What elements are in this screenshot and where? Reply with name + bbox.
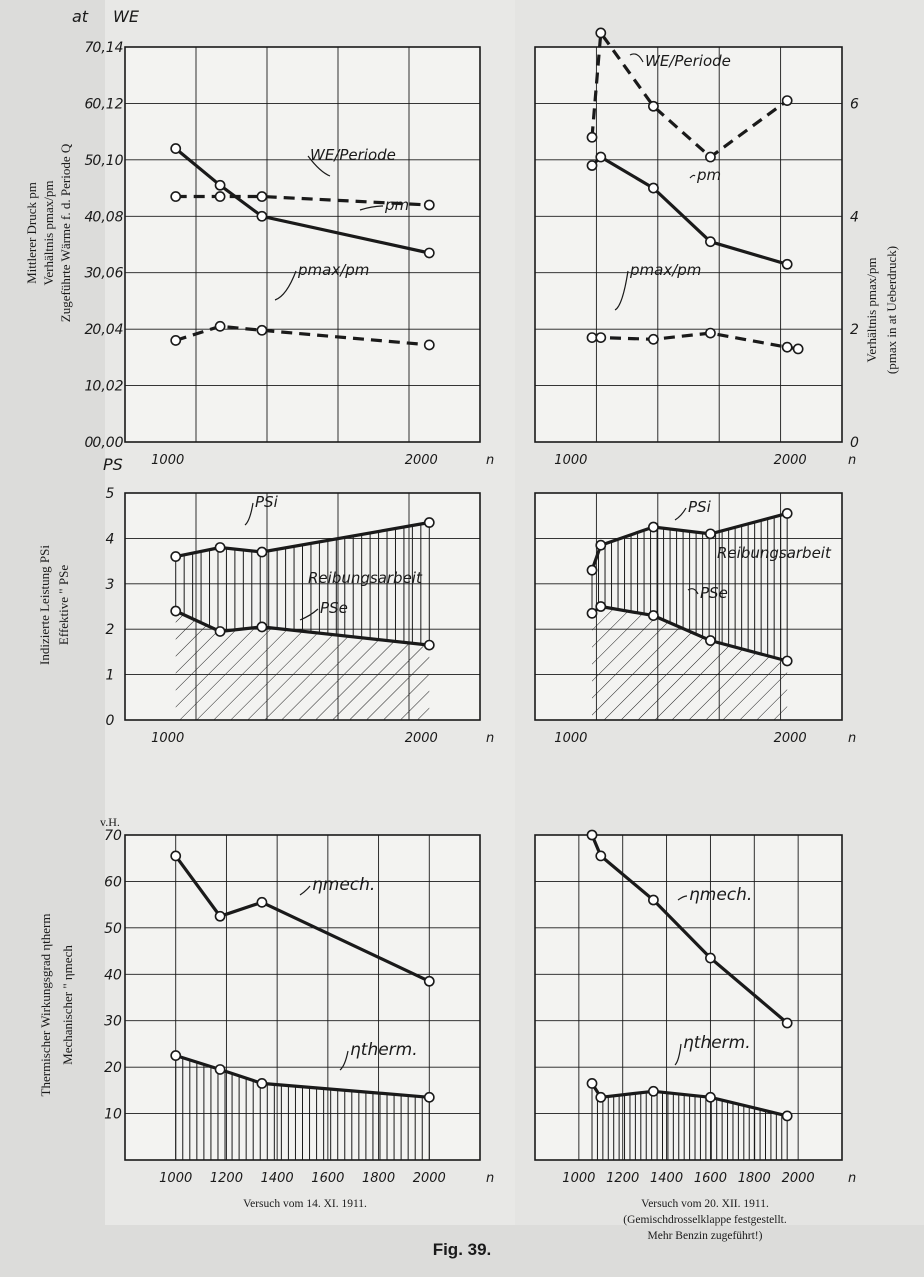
- bottom-left-ytick: 10: [104, 1106, 122, 1123]
- top-left-pm-point: [215, 181, 224, 190]
- top-right-ratio-point: [596, 333, 605, 342]
- top-left-ytick-we: 0,14: [92, 40, 124, 56]
- bottom-right-mech-point: [783, 1018, 792, 1027]
- top-right-ratio-point: [794, 344, 803, 353]
- bottom-right-therm-label: ηtherm.: [683, 1033, 751, 1053]
- bottom-right-therm-point: [706, 1093, 715, 1102]
- bottom-right-frame: [535, 835, 842, 1160]
- left-top-axis-title: [24, 143, 73, 322]
- mid-right-region-label: Reibungsarbeit: [717, 544, 831, 562]
- mid-left-ytick: 1: [105, 667, 115, 684]
- top-left-ytick-at: 3: [84, 265, 94, 282]
- bottom-right-xtick: 1800: [737, 1171, 771, 1186]
- mid-right-xtick: 1000: [554, 731, 588, 746]
- bottom-right-xunit: n: [848, 1171, 857, 1186]
- mid-left-ytick: 0: [105, 713, 115, 729]
- mid-right-xtick: 2000: [773, 731, 807, 746]
- bottom-right-xtick: 2000: [781, 1171, 815, 1186]
- left-mid-axis-title: [37, 545, 71, 665]
- bottom-left-mech-point: [257, 898, 266, 907]
- left-top-axis-line2: Verhältnis pmax/pm: [41, 180, 56, 286]
- top-left-pm-point: [257, 212, 266, 221]
- axis-unit-at: at: [72, 7, 89, 26]
- chart-bottom-right: [535, 830, 856, 1186]
- caption-left-text: Versuch vom 14. XI. 1911.: [243, 1198, 367, 1210]
- bottom-right-therm-point: [783, 1111, 792, 1120]
- top-right-ratio-point: [783, 343, 792, 352]
- left-bot-axis-line2: Mechanischer " ηmech: [60, 945, 75, 1065]
- mid-right-psi-point: [783, 509, 792, 518]
- top-right-pm-point: [587, 161, 596, 170]
- top-left-pm-point: [171, 144, 180, 153]
- top-left-ytick-we: 0,10: [92, 152, 124, 169]
- top-left-xtick: 2000: [404, 453, 438, 468]
- bottom-left-mech-point: [215, 912, 224, 921]
- top-left-ytick-we: 0,06: [92, 265, 124, 282]
- caption-left: [140, 1196, 470, 1212]
- top-right-pm-label: pm: [697, 166, 722, 184]
- top-left-ytick-we: 0,04: [92, 322, 124, 339]
- top-right-we-point: [587, 133, 596, 142]
- bottom-right-therm-point: [596, 1093, 605, 1102]
- left-bot-axis-title: [38, 914, 75, 1097]
- right-top-axis-line2: (pmax in at Ueberdruck): [884, 245, 899, 375]
- mid-left-psi-point: [215, 543, 224, 552]
- top-right-we-label: WE/Periode: [645, 52, 731, 70]
- top-left-ratio-point: [171, 336, 180, 345]
- mid-right-pse-point: [783, 656, 792, 665]
- bottom-right-xtick: 1400: [650, 1171, 684, 1186]
- top-left-pm-point: [425, 248, 434, 257]
- axis-unit-we: WE: [113, 7, 139, 26]
- mid-right-psi-label: PSi: [688, 498, 711, 516]
- bottom-right-xtick: 1200: [606, 1171, 640, 1186]
- top-left-ytick-at: 6: [84, 96, 94, 113]
- left-mid-axis-line1: Indizierte Leistung PSi: [37, 545, 52, 665]
- top-left-ratio-point: [257, 326, 266, 335]
- top-left-we-point: [425, 200, 434, 209]
- top-right-ytick: 6: [850, 96, 859, 113]
- top-left-we-label: WE/Periode: [310, 146, 396, 164]
- mid-left-xunit: n: [486, 731, 495, 746]
- mid-left-psi-point: [425, 518, 434, 527]
- bottom-left-therm-label: ηtherm.: [350, 1040, 418, 1060]
- top-left-ytick-at: 1: [84, 378, 94, 395]
- bottom-left-xunit: n: [486, 1171, 495, 1186]
- bottom-left-ytick: 20: [104, 1060, 122, 1077]
- right-top-axis-title: [864, 246, 899, 374]
- axis-unit-vh: v.H.: [100, 815, 120, 829]
- mid-right-psi-point: [596, 541, 605, 550]
- top-right-ytick: 4: [850, 209, 859, 226]
- mid-right-pse-point: [587, 609, 596, 618]
- bottom-left-ytick: 30: [104, 1013, 122, 1030]
- top-right-xtick: 2000: [773, 453, 807, 468]
- top-left-ytick-at: 2: [84, 322, 94, 339]
- bottom-left-mech-point: [171, 851, 180, 860]
- top-right-xunit: n: [848, 453, 857, 468]
- top-right-we-point: [783, 96, 792, 105]
- chart-top-right: [535, 28, 859, 468]
- bottom-left-ytick: 70: [104, 828, 122, 844]
- bottom-left-xtick: 1000: [159, 1171, 193, 1186]
- top-left-ytick-we: 0,00: [92, 435, 124, 451]
- top-left-ytick-at: 0: [84, 435, 94, 451]
- mid-left-xtick: 1000: [151, 731, 185, 746]
- chart-mid-left: [106, 486, 495, 746]
- bottom-left-xtick: 2000: [412, 1171, 446, 1186]
- left-top-axis-line1: Mittlerer Druck pm: [24, 182, 39, 284]
- top-right-pm-point: [706, 237, 715, 246]
- mid-left-pse-point: [215, 627, 224, 636]
- bottom-left-ytick: 40: [104, 967, 122, 984]
- mid-left-ytick: 5: [105, 486, 115, 502]
- top-left-we-point: [257, 192, 266, 201]
- chart-top-left: [85, 40, 495, 468]
- mid-right-psi-point: [587, 566, 596, 575]
- bottom-left-therm-point: [171, 1051, 180, 1060]
- top-left-pm-label: pm: [385, 196, 410, 214]
- bottom-left-therm-point: [257, 1079, 266, 1088]
- top-left-ytick-we: 0,08: [92, 209, 124, 226]
- bottom-left-xtick: 1200: [209, 1171, 243, 1186]
- mid-left-pse-point: [425, 640, 434, 649]
- mid-left-pse-point: [257, 622, 266, 631]
- mid-left-region-label: Reibungsarbeit: [308, 569, 422, 587]
- top-left-ytick-at: 4: [84, 209, 94, 226]
- top-left-ratio-point: [425, 340, 434, 349]
- bottom-right-therm-point: [649, 1087, 658, 1096]
- top-left-ratio-point: [215, 322, 224, 331]
- caption-right-line3: Mehr Benzin zugeführt!): [647, 1230, 763, 1242]
- mid-left-psi-point: [171, 552, 180, 561]
- mid-left-ytick: 4: [105, 531, 115, 548]
- top-right-ytick: 0: [850, 435, 859, 451]
- mid-right-pse-point: [649, 611, 658, 620]
- top-left-xtick: 1000: [151, 453, 185, 468]
- top-left-we-point: [171, 192, 180, 201]
- left-top-axis-line3: Zugeführte Wärme f. d. Periode Q: [58, 143, 73, 323]
- top-right-we-point: [649, 102, 658, 111]
- bottom-left-xtick: 1400: [260, 1171, 294, 1186]
- top-right-pm-point: [596, 152, 605, 161]
- mid-left-pse-point: [171, 606, 180, 615]
- mid-right-pse-point: [596, 602, 605, 611]
- mid-right-pse-label: PSe: [700, 584, 728, 602]
- bottom-left-mech-label: ηmech.: [312, 875, 376, 895]
- bottom-left-therm-point: [425, 1093, 434, 1102]
- bottom-left-ytick: 50: [104, 920, 122, 937]
- bottom-right-xtick: 1600: [693, 1171, 727, 1186]
- right-top-axis-line1: Verhältnis pmax/pm: [864, 257, 879, 363]
- mid-right-pse-point: [706, 636, 715, 645]
- mid-right-xunit: n: [848, 731, 857, 746]
- top-right-frame: [535, 47, 842, 442]
- mid-right-psi-point: [706, 529, 715, 538]
- top-right-ratio-point: [706, 328, 715, 337]
- top-left-ytick-at: 7: [84, 40, 94, 56]
- top-right-ratio-point: [649, 335, 658, 344]
- bottom-left-ytick: 60: [104, 874, 122, 891]
- caption-right: [540, 1196, 870, 1244]
- mid-left-ytick: 3: [105, 576, 115, 593]
- left-mid-axis-line2: Effektive " PSe: [56, 564, 71, 646]
- bottom-right-xtick: 1000: [562, 1171, 596, 1186]
- top-right-xtick: 1000: [554, 453, 588, 468]
- bottom-left-mech-point: [425, 977, 434, 986]
- top-left-ratio-label: pmax/pm: [298, 261, 370, 279]
- top-left-ytick-we: 0,02: [92, 378, 124, 395]
- top-left-ytick-at: 5: [84, 152, 94, 169]
- top-left-frame: [125, 47, 480, 442]
- chart-bottom-left: [104, 828, 494, 1186]
- top-left-ytick-we: 0,12: [92, 96, 124, 113]
- left-bot-axis-line1: Thermischer Wirkungsgrad ηtherm: [38, 913, 53, 1097]
- bottom-right-therm-point: [587, 1079, 596, 1088]
- bottom-right-mech-point: [587, 830, 596, 839]
- mid-right-psi-point: [649, 522, 658, 531]
- top-right-ytick: 2: [850, 322, 859, 339]
- top-left-we-point: [215, 192, 224, 201]
- mid-left-pse-label: PSe: [320, 599, 348, 617]
- top-right-pm-point: [649, 183, 658, 192]
- chart-mid-right: [535, 493, 856, 746]
- bottom-right-mech-label: ηmech.: [689, 885, 753, 905]
- top-right-ratio-point: [587, 333, 596, 342]
- caption-right-line2: (Gemischdrosselklappe festgestellt.: [623, 1214, 787, 1226]
- bottom-left-therm-point: [215, 1065, 224, 1074]
- top-right-we-point: [706, 152, 715, 161]
- top-left-xunit: n: [486, 453, 495, 468]
- top-right-ratio-label: pmax/pm: [630, 261, 702, 279]
- mid-left-psi-point: [257, 547, 266, 556]
- axis-unit-ps: PS: [103, 455, 123, 474]
- bottom-left-xtick: 1600: [311, 1171, 345, 1186]
- mid-left-ytick: 2: [105, 622, 115, 639]
- top-right-we-point: [596, 28, 605, 37]
- caption-right-line1: Versuch vom 20. XII. 1911.: [641, 1198, 769, 1210]
- figure-caption: Fig. 39.: [432, 1240, 492, 1259]
- mid-left-psi-label: PSi: [255, 493, 278, 511]
- bottom-right-mech-point: [706, 953, 715, 962]
- bottom-left-xtick: 1800: [362, 1171, 396, 1186]
- bottom-right-mech-point: [649, 895, 658, 904]
- mid-left-xtick: 2000: [404, 731, 438, 746]
- bottom-right-mech-point: [596, 851, 605, 860]
- top-right-pm-point: [783, 260, 792, 269]
